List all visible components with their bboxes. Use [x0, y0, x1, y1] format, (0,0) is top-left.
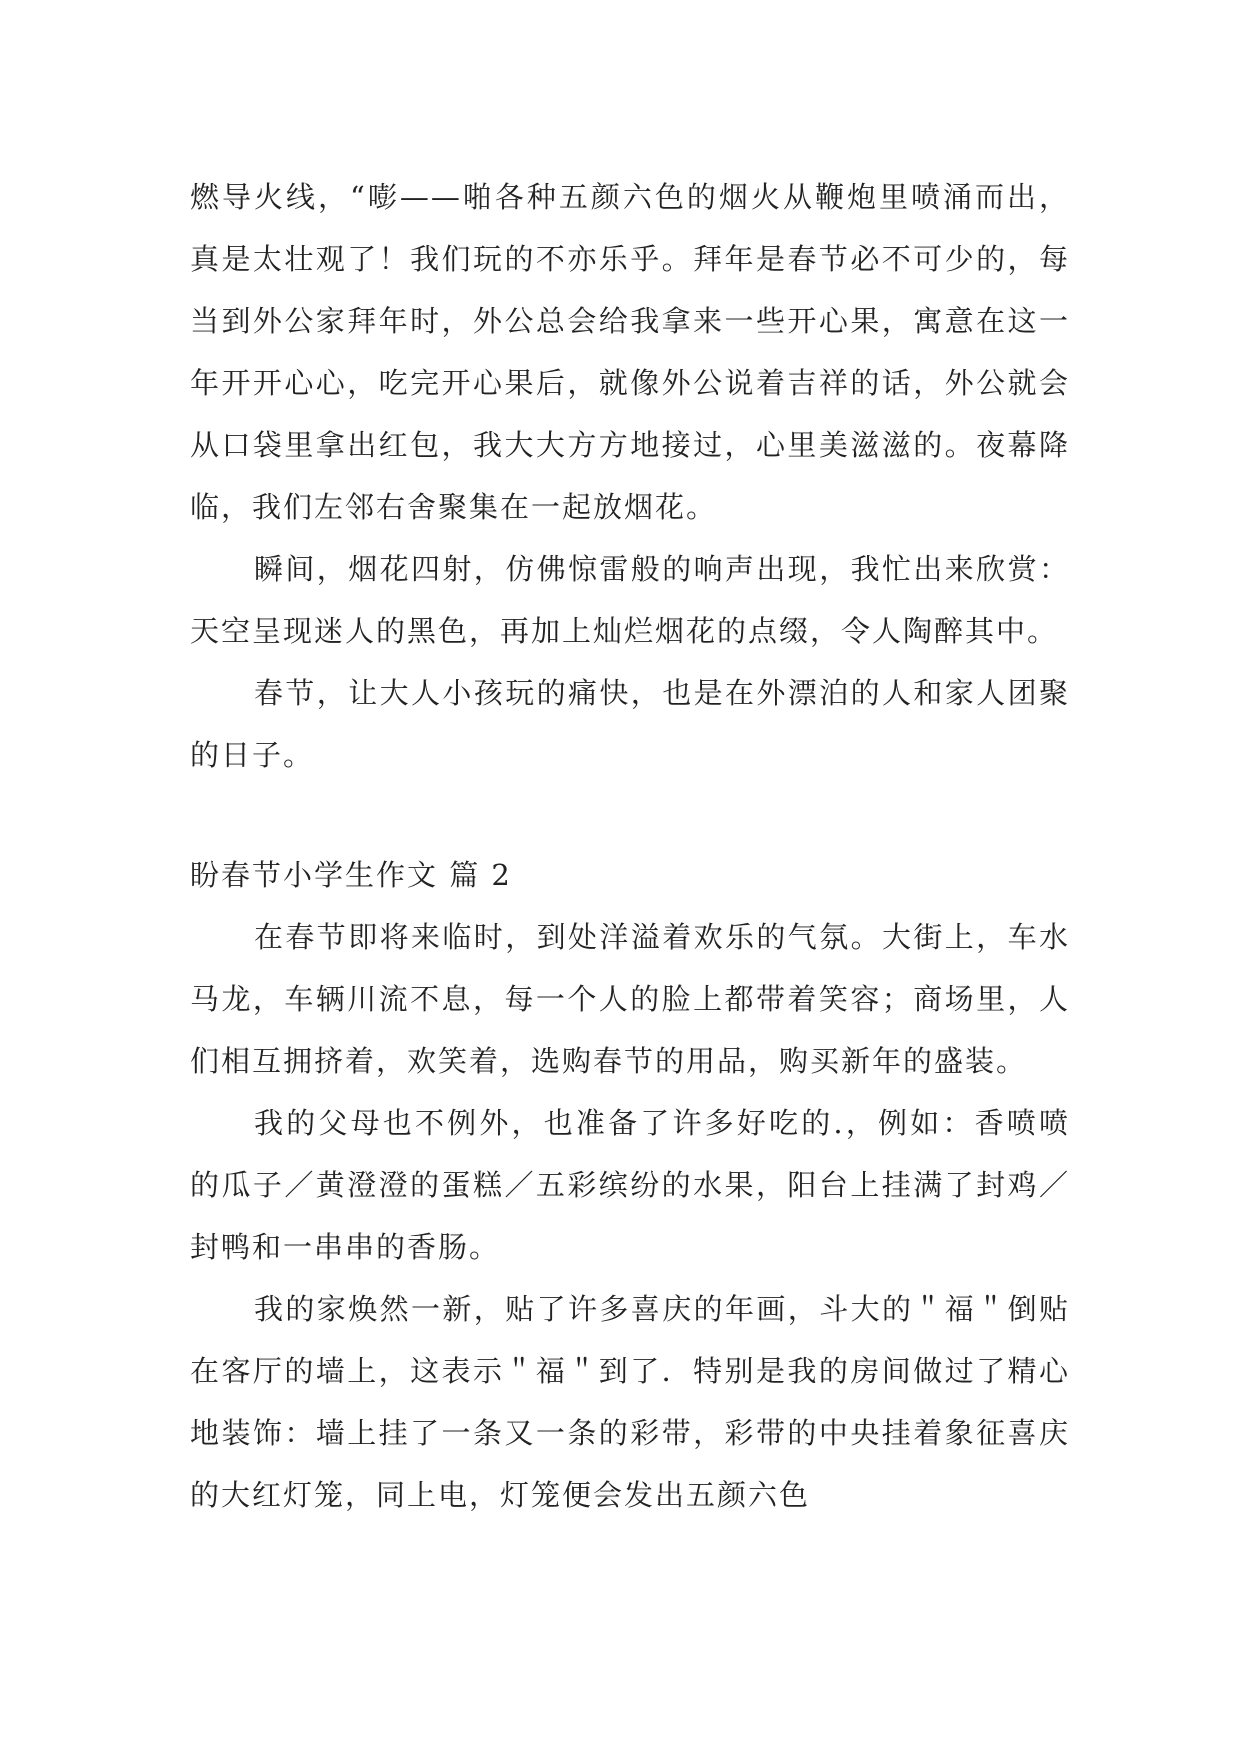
paragraph-street-scene: 在春节即将来临时，到处洋溢着欢乐的气氛。大街上，车水马龙，车辆川流不息，每一个人的脸上都带着笑容；商场里，人们相互拥挤着，欢笑着，选购春节的用品，购买新年的盛装。	[190, 920, 1070, 1078]
section-heading: 盼春节小学生作文 篇 2	[190, 858, 512, 892]
document-body	[190, 166, 1070, 1526]
paragraph-fireworks: 瞬间，烟花四射，仿佛惊雷般的响声出现，我忙出来欣赏：天空呈现迷人的黑色，再加上灿烂烟花的点缀，令人陶醉其中。	[190, 552, 1070, 648]
paragraph-food-prep: 我的父母也不例外，也准备了许多好吃的.，例如：香喷喷的瓜子／黄澄澄的蛋糕／五彩缤纷的水果，阳台上挂满了封鸡／封鸭和一串串的香肠。	[190, 1106, 1070, 1264]
paragraph-decorations: 我的家焕然一新，贴了许多喜庆的年画，斗大的＂福＂倒贴在客厅的墙上，这表示＂福＂到了．特别是我的房间做过了精心地装饰：墙上挂了一条又一条的彩带，彩带的中央挂着象征喜庆的大红灯笼，同上电，灯笼便会发出五颜六色	[190, 1292, 1070, 1512]
paragraph-continued: 燃导火线，“嘭——啪各种五颜六色的烟火从鞭炮里喷涌而出，真是太壮观了！我们玩的不亦乐乎。拜年是春节必不可少的，每当到外公家拜年时，外公总会给我拿来一些开心果，寓意在这一年开开心心，吃完开心果后，就像外公说着吉祥的话，外公就会从口袋里拿出红包，我大大方方地接过，心里美滋滋的。夜幕降临，我们左邻右舍聚集在一起放烟花。	[190, 180, 1070, 524]
paragraph-conclusion: 春节，让大人小孩玩的痛快，也是在外漂泊的人和家人团聚的日子。	[190, 676, 1070, 772]
